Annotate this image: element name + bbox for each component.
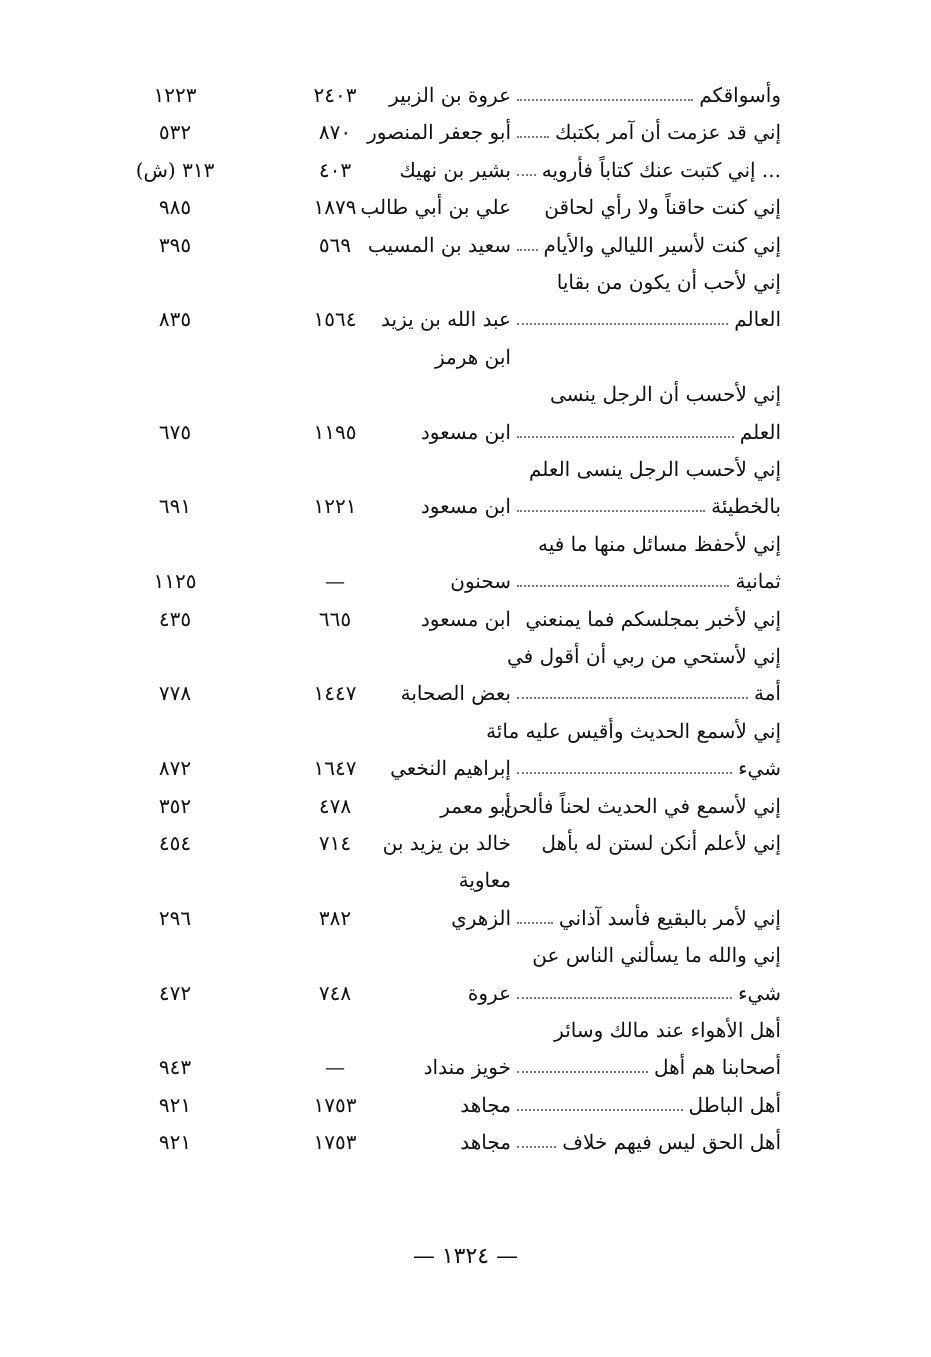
entry-narrator: علي بن أبي طالب [360, 195, 511, 220]
dotted-leader [517, 510, 705, 512]
entry-narrator: مجاهد [460, 1092, 511, 1117]
index-entry [0, 564, 931, 598]
entry-narrator: ابن هرمز [434, 344, 511, 369]
entry-page: ٦٩١ [158, 494, 192, 519]
entry-narrator: عروة بن الزبير [389, 83, 511, 107]
entry-text: إني لأحسب أن الرجل ينسى [549, 382, 781, 407]
entry-page: ٩٢١ [158, 1130, 192, 1155]
index-entry [0, 826, 931, 860]
entry-page: ١٢٢٣ [153, 83, 197, 107]
dotted-leader [517, 436, 734, 438]
entry-text: شيء [738, 756, 781, 781]
entry-text: ... إني كتبت عنك كتاباً فأرويه [541, 157, 781, 182]
index-entry [0, 751, 931, 785]
dotted-leader [517, 1146, 556, 1148]
index-entry [0, 452, 931, 486]
entry-narrator: ابن مسعود [420, 606, 511, 631]
entry-ref: ٦٦٥ [318, 606, 352, 631]
entry-page: ٤٥٤ [158, 831, 192, 855]
entry-narrator: بشير بن نهيك [399, 157, 511, 182]
index-entry [0, 78, 931, 112]
index-entry [0, 265, 931, 299]
entry-ref: ٨٧٠ [318, 120, 352, 145]
index-entry [0, 602, 931, 636]
entry-ref: ٥٦٩ [318, 232, 352, 257]
entry-text: أمة [754, 681, 781, 706]
entry-ref: ١٨٧٩ [313, 195, 357, 220]
entry-text: ثمانية [735, 569, 781, 594]
entry-page: ٣١٣ (ش) [135, 157, 215, 182]
entry-narrator: أبو معمر [440, 793, 511, 818]
entry-text: إني لأحفظ مسائل منها ما فيه [538, 531, 781, 556]
entry-text: إني كنت حاقناً ولا رأي لحاقن [544, 195, 781, 220]
index-entry [0, 938, 931, 972]
index-entry [0, 153, 931, 187]
entry-narrator: إبراهيم النخعي [390, 756, 511, 781]
index-entry [0, 1013, 931, 1047]
dotted-leader [517, 697, 748, 699]
index-entry [0, 1050, 931, 1084]
entry-page: ٤٣٥ [158, 606, 192, 631]
entry-text: إني كنت لأسير الليالي والأيام [543, 232, 781, 257]
dotted-leader [517, 99, 693, 101]
index-entry [0, 789, 931, 823]
entry-page: ٢٩٦ [158, 905, 192, 930]
index-entry [0, 377, 931, 411]
entry-text: أهل الحق ليس فيهم خلاف [562, 1130, 781, 1155]
entry-ref: ٣٨٢ [318, 905, 352, 930]
dotted-leader [517, 249, 538, 251]
entry-text: إني لأستحي من ربي أن أقول في [506, 644, 781, 668]
entry-page: ٩٢١ [158, 1092, 192, 1117]
entry-text: إني لأسمع الحديث وأقيس عليه مائة [486, 718, 781, 743]
entry-ref: ٧١٤ [318, 831, 352, 855]
index-entry [0, 489, 931, 523]
entry-page: ٥٣٢ [158, 120, 192, 145]
dotted-leader [517, 174, 536, 176]
dotted-leader [517, 136, 549, 138]
entry-ref: ١٧٥٣ [313, 1092, 357, 1117]
dotted-leader [517, 323, 728, 325]
index-entry [0, 863, 931, 897]
entry-text: إني قد عزمت أن آمر بكتبك [554, 120, 781, 145]
entry-narrator: الزهري [451, 905, 511, 930]
index-entry [0, 115, 931, 149]
dotted-leader [517, 922, 553, 924]
entry-narrator: خالد بن يزيد بن [382, 831, 511, 855]
entry-ref: ١٦٤٧ [313, 756, 357, 781]
entry-text: بالخطيئة [711, 494, 781, 519]
index-entry [0, 1088, 931, 1122]
entry-text: العالم [734, 307, 781, 332]
entry-ref: ١٤٤٧ [313, 681, 357, 706]
dotted-leader [517, 772, 732, 774]
entry-narrator: أبو جعفر المنصور [367, 120, 511, 145]
entry-text: إني لأحسب الرجل ينسى العلم [528, 457, 781, 481]
index-entry [0, 527, 931, 561]
entry-text: أصحابنا هم أهل [653, 1055, 781, 1080]
entry-ref: ١٥٦٤ [313, 307, 357, 332]
entry-narrator: ابن مسعود [420, 419, 511, 444]
index-entry [0, 676, 931, 710]
entry-text: شيء [738, 980, 781, 1005]
index-entry [0, 190, 931, 224]
entry-narrator: عروة [467, 980, 511, 1005]
entry-ref: ٧٤٨ [318, 980, 352, 1005]
entry-page: ٧٧٨ [158, 681, 192, 706]
entry-ref: ٤٧٨ [318, 793, 352, 818]
entry-narrator: مجاهد [460, 1130, 511, 1155]
entry-narrator: سعيد بن المسيب [367, 232, 511, 257]
page-number-footer: — ١٣٢٤ — [412, 1244, 519, 1269]
entry-text: أهل الباطل [688, 1092, 781, 1117]
entry-text: إني لأمر بالبقيع فأسد آذاني [558, 905, 781, 930]
entry-page: ٤٧٢ [158, 980, 192, 1005]
index-entry [0, 340, 931, 374]
entry-ref: ١٢٢١ [313, 494, 357, 519]
entry-text: إني لأعلم أنكن لستن له بأهل [541, 831, 781, 855]
index-entry [0, 901, 931, 935]
entry-text: إني لأحب أن يكون من بقايا [556, 270, 781, 294]
entry-page: ٦٧٥ [158, 419, 192, 444]
entry-narrator: ابن مسعود [420, 494, 511, 519]
index-entry [0, 639, 931, 673]
entry-text: العلم [739, 419, 781, 444]
entry-text: أهل الأهواء عند مالك وسائر [554, 1018, 781, 1042]
entry-page: ٣٩٥ [158, 232, 192, 257]
entry-page: ٨٣٥ [158, 307, 192, 332]
index-entry [0, 714, 931, 748]
index-entry [0, 976, 931, 1010]
index-entry [0, 1125, 931, 1159]
entry-ref: ١٧٥٣ [313, 1130, 357, 1155]
entry-narrator: معاوية [458, 868, 511, 893]
entry-text: وأسواقكم [699, 83, 781, 107]
entry-page: ٣٥٢ [158, 793, 192, 818]
entry-narrator: خويز منداد [423, 1055, 511, 1080]
entry-ref: — [325, 1055, 345, 1080]
dotted-leader [517, 585, 729, 587]
entry-narrator: بعض الصحابة [400, 681, 511, 706]
entry-ref: ١١٩٥ [313, 419, 357, 444]
entry-text: إني لأسمع في الحديث لحناً فألحن [503, 793, 781, 818]
index-entry [0, 415, 931, 449]
entry-page: ٨٧٢ [158, 756, 192, 781]
entry-text: إني والله ما يسألني الناس عن [532, 943, 781, 968]
entry-ref: — [325, 569, 345, 594]
entry-text: إني لأخبر بمجلسكم فما يمنعني [525, 606, 781, 631]
dotted-leader [517, 1109, 683, 1111]
entry-ref: ٢٤٠٣ [313, 83, 357, 107]
dotted-leader [517, 997, 732, 999]
index-entry [0, 302, 931, 336]
entry-ref: ٤٠٣ [318, 157, 352, 182]
entry-page: ١١٢٥ [153, 569, 197, 594]
entry-page: ٩٤٣ [158, 1055, 192, 1080]
entry-narrator: عبد الله بن يزيد [381, 307, 511, 332]
index-entry [0, 228, 931, 262]
dotted-leader [517, 1071, 648, 1073]
entry-page: ٩٨٥ [158, 195, 192, 220]
entry-narrator: سحنون [450, 569, 511, 594]
